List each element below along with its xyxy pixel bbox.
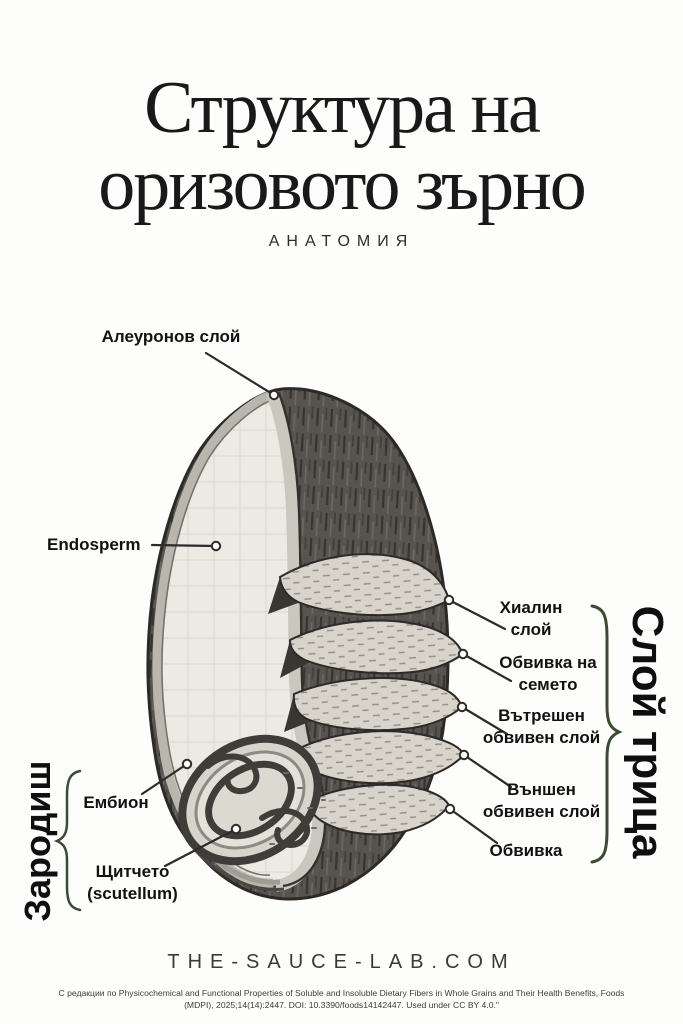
title-line-2: оризовото зърно [98,144,585,226]
label-hyaline-layer: Хиалин слой [499,598,563,639]
label-bran-layer-group: Слой трица [623,605,672,859]
label-aleurone-layer: Алеуронов слой [101,327,241,346]
label-embryo: Ембион [83,793,149,812]
label-endosperm: Endosperm [47,535,141,554]
label-hull: Обвивка [489,841,563,860]
label-scutellum: Щитчето (scutellum) [87,862,178,903]
page-subtitle: АНАТОМИЯ [268,233,415,250]
website-url: THE-SAUCE-LAB.COM [167,951,516,973]
label-inner-covering-layer: Вътрешен обвивен слой [482,706,601,747]
label-seed-coat: Обвивка на семето [499,653,597,694]
citation-line-1: С редакции по Physicochemical and Functional Properties of Soluble and Insoluble Dietary Fibers in Whole Grains and Their Health Benefits, Foods [58,988,625,998]
citation-line-2: (MDPI), 2025;14(14):2447. DOI: 10.3390/foods14142447. Used under CC BY 4.0." [184,999,499,1010]
label-outer-covering-layer: Външен обвивен слой [482,780,601,821]
title-line-1: Структура на [144,67,539,149]
source-citation [24,988,659,1011]
label-germ-group: Зародиш [17,760,58,922]
